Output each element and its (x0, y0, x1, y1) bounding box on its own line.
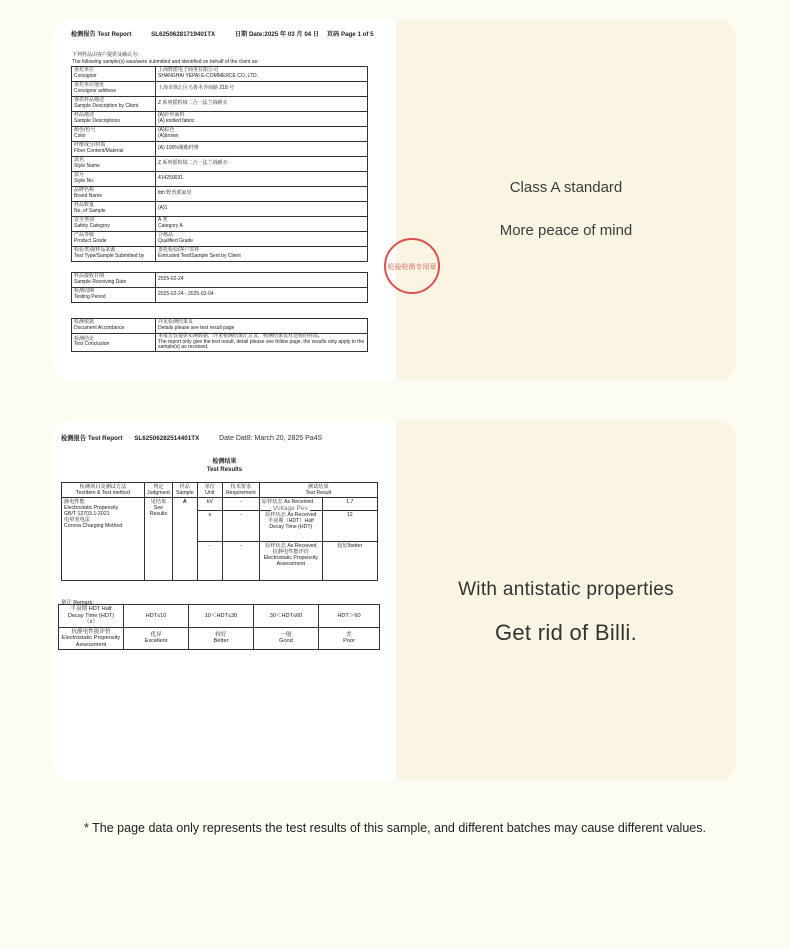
report-date: 日期 Date:2025 年 03 月 04 日 (234, 31, 320, 38)
report-row (72, 232, 368, 247)
test-report-page-1 (53, 20, 396, 380)
test-report-results-page (53, 421, 396, 780)
result-cell: 较好/better (322, 541, 377, 580)
row-value: 详见检测结果页 Details please see test result page (156, 319, 368, 334)
report-row (72, 142, 368, 157)
caption-class-a: Class A standard (509, 179, 623, 196)
report-row (72, 319, 368, 334)
report-header-label: 检测报告 Test Report (61, 435, 123, 442)
unit-cell: kV (197, 498, 222, 511)
row-value: A 类 Category A (156, 217, 368, 232)
row-value: 本报告仅提供实测数据，详见检测结果汇总页，检测结果仅对送检的样品。 The report only give the test result, detail please see follow page, the results only apply to the sample(s) as received. (156, 334, 368, 352)
row-label: 款名 Style Name (72, 157, 156, 172)
results-title-en: Test Results (206, 467, 243, 473)
report-row (72, 187, 368, 202)
result-cell: 1.7 (322, 498, 377, 511)
col-header-requirement: 技术要求 Requirement (222, 483, 259, 498)
row-value: 委托检验/客户寄样 Entrusted Test/Sample Sent by Client (156, 247, 368, 262)
results-title-cn: 检测结果 (212, 459, 237, 465)
report-row (72, 334, 368, 352)
row-label: 委托单位地址 Consignor address (72, 82, 156, 97)
report-row (72, 202, 368, 217)
condition-cell: 原样状态 As Received 半衰期（HDT）Half Decay Time (HDT) (259, 511, 322, 542)
conclusion-table (71, 318, 368, 352)
report-card-1 (53, 20, 736, 380)
results-title (53, 458, 396, 474)
assessment-grade-cell: 优异 Excellent (124, 627, 189, 650)
report-header (61, 433, 322, 442)
row-value: 上海野派电子商务有限公司 SHANGHAI YEPAI E-COMMERCE CO.,LTD. (156, 67, 368, 82)
row-value: 上海市徐汇区乌鲁木齐南路 218 号 (156, 82, 368, 97)
row-value: (A)棕色 (A)brown (156, 127, 368, 142)
report-date: Date Dat8: March 20, 2825 Pa4S (219, 435, 323, 442)
caption-peace-of-mind: More peace of mind (499, 222, 633, 239)
assessment-grade-cell: 较好 Better (189, 627, 254, 650)
test-results-table (61, 482, 378, 581)
col-header-result: 测试结果 Test Result (259, 483, 377, 498)
remark-label: 备注 Remark： (61, 600, 98, 606)
report-header (71, 29, 392, 38)
col-header-item: 检测项目及测试方法 TestItem & Test method (62, 483, 145, 498)
report-row (72, 112, 368, 127)
condition-cell: 原样状态 As Received (259, 498, 322, 511)
voltage-tooltip: Voltage Pes (273, 505, 308, 512)
report-number: SL62506282514401TX (134, 435, 200, 442)
hdt-range-cell: HDT≤10 (124, 605, 189, 628)
row-label: 款号 Style No. (72, 172, 156, 187)
hdt-label-cell: 半衰期 HDT Half Decay Time (HDT) （s） (59, 605, 124, 628)
report-row (72, 217, 368, 232)
caption-get-rid: Get rid of Billi. (494, 620, 638, 645)
row-label: 纤维成分/材质 Fiber Content/Material (72, 142, 156, 157)
row-value: (A) 100%聚酯纤维 (156, 142, 368, 157)
sample-cell: A (172, 498, 197, 581)
row-value: 2025-02-24 (156, 273, 368, 288)
row-value: tbh 野兽派家居 (156, 187, 368, 202)
row-label: 样品数量 No. of Sample (72, 202, 156, 217)
report-row (72, 67, 368, 82)
footnote: * The page data only represents the test results of this sample, and different batches may cause different values. (84, 821, 706, 835)
hdt-range-cell: HDT＞60 (319, 605, 380, 628)
grade-table (58, 604, 380, 650)
condition-cell: 原样状态 As Received 抗静电性能评价 Electrostatic Propensity Assessment (259, 541, 322, 580)
row-value: (A)针织面料 (A) knitted fabric (156, 112, 368, 127)
requirement-cell: - (222, 541, 259, 580)
row-label: 检验类别/样品来源 Test Type/Sample Submitted by (72, 247, 156, 262)
row-value: 414250031 (156, 172, 368, 187)
row-label: 品牌名称 Brand Name (72, 187, 156, 202)
row-value: 2025-02-24 - 2025-03-04 (156, 288, 368, 303)
row-label: 检测依据 Document Accordance (72, 319, 156, 334)
test-item-cell: 静电性能 Electrostatic Propensity GB/T 12703.1-2021 电晕充电法 Corona Charging Method (62, 498, 145, 581)
sample-info-table (71, 66, 368, 262)
report-intro (72, 52, 259, 65)
assessment-label-cell: 抗静电性能评价 Electrostatic Propensity Assessment (59, 627, 124, 650)
col-header-unit: 单位 Unit (197, 483, 222, 498)
row-label: 产品等级 Product Grade (72, 232, 156, 247)
report-row (72, 172, 368, 187)
report-header-label: 检测报告 Test Report (71, 31, 132, 38)
assessment-grade-cell: 差 Poor (319, 627, 380, 650)
report-card-2 (53, 421, 736, 780)
seal-text: 检验检测专用章 (387, 264, 437, 271)
report-row (72, 288, 368, 303)
row-label: 检测结论 Test Conclusion (72, 334, 156, 352)
requirement-cell: - (222, 498, 259, 511)
row-value: Z 系列摇粒绒二合一法兰绒睡衣 (156, 97, 368, 112)
report-number: SL62506281719401TX (151, 31, 216, 38)
unit-cell: - (197, 541, 222, 580)
row-value: (A)1 (156, 202, 368, 217)
hdt-range-cell: 10＜HDT≤30 (189, 605, 254, 628)
unit-cell: s (197, 511, 222, 542)
row-label: 检测周期 Testing Period (72, 288, 156, 303)
report-row (72, 273, 368, 288)
report-row (72, 97, 368, 112)
col-header-sample: 样品 Sample (172, 483, 197, 498)
judgment-cell: 见结果 See Results (145, 498, 173, 581)
row-label: 颜色/色号 Color (72, 127, 156, 142)
caption-antistatic: With antistatic properties (458, 579, 674, 600)
report-page: 页码 Page 1 of 5 (326, 31, 374, 38)
sample-date-table (71, 272, 368, 303)
card1-caption (396, 20, 736, 380)
report-row (72, 82, 368, 97)
row-value: 合格品 Qualified Grade (156, 232, 368, 247)
row-label: 委托单位 Consignor (72, 67, 156, 82)
requirement-cell: - (222, 511, 259, 542)
row-label: 客供样品描述 Sample Description by Client (72, 97, 156, 112)
row-label: 样品描述 Sample Descriptions (72, 112, 156, 127)
assessment-grade-cell: 一般 Good (254, 627, 319, 650)
row-label: 样品接收日期 Sample Receiving Date (72, 273, 156, 288)
report-row (72, 247, 368, 262)
card2-caption (396, 421, 736, 780)
row-label: 安全类别 Safety Category (72, 217, 156, 232)
col-header-judgment: 判定 Judgment (145, 483, 173, 498)
report-row (72, 127, 368, 142)
row-value: Z 系列摇粒绒二合一法兰绒睡衣 (156, 157, 368, 172)
hdt-range-cell: 30＜HDT≤60 (254, 605, 319, 628)
report-row (72, 157, 368, 172)
intro-en: The following sample(s) was/were submitted and identified on behalf of the client as: (72, 58, 259, 65)
result-cell: 12 (322, 511, 377, 542)
intro-cn: 下列样品由客户提供及确认为： (72, 52, 143, 58)
